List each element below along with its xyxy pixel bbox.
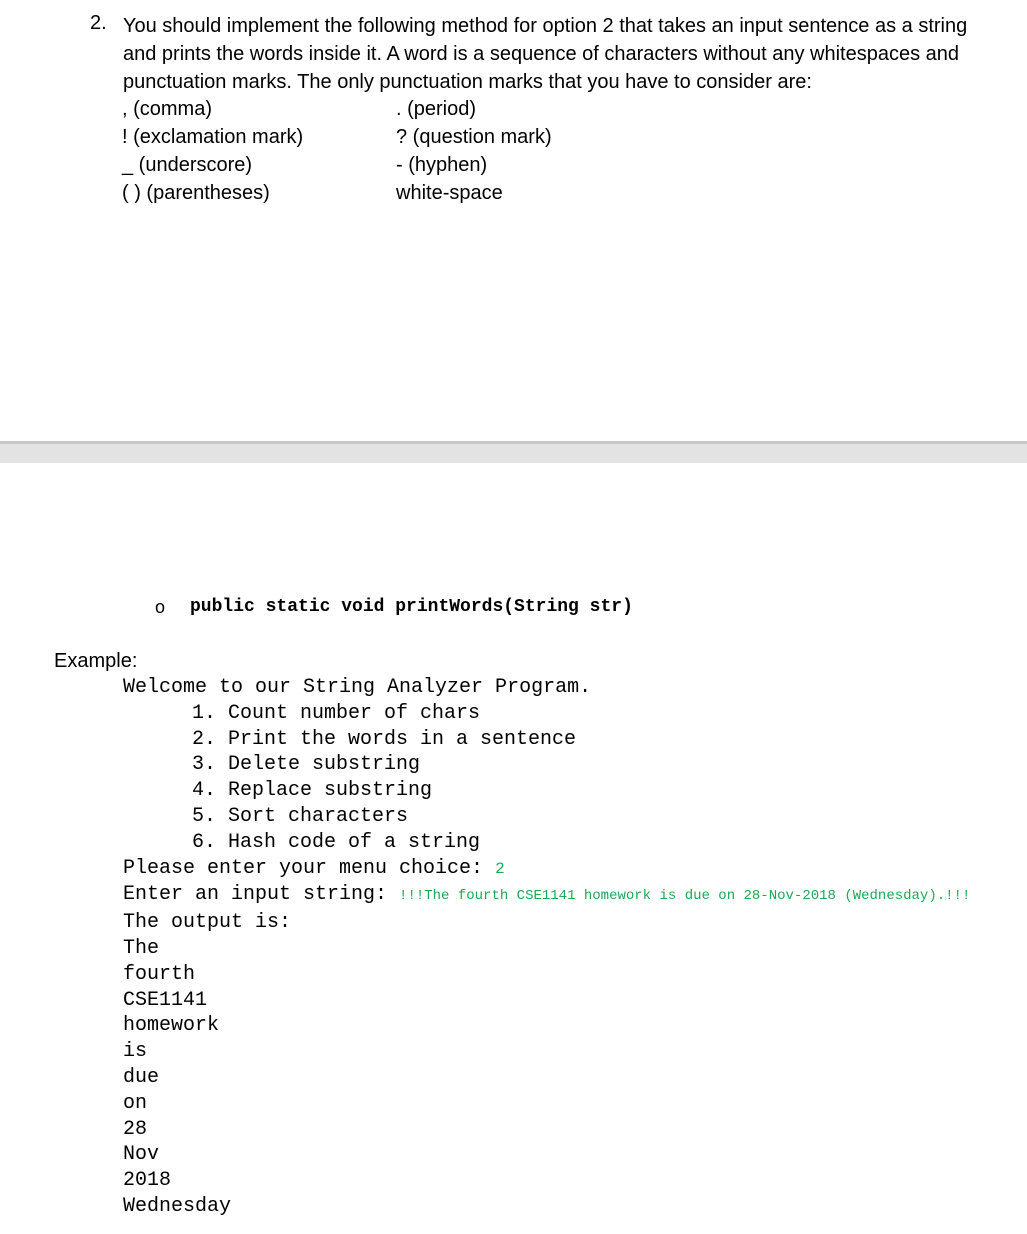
output-word: 28 xyxy=(123,1117,148,1141)
output-word: on xyxy=(123,1091,148,1115)
question-line: punctuation marks. The only punctuation marks that you have to consider are: xyxy=(123,71,812,93)
output-word: fourth xyxy=(123,962,196,986)
output-word: CSE1141 xyxy=(123,988,208,1012)
output-word: due xyxy=(123,1065,160,1089)
punctuation-item: ! (exclamation mark) xyxy=(122,126,304,148)
page-separator xyxy=(0,441,1027,463)
method-signature: public static void printWords(String str) xyxy=(190,597,633,617)
menu-item: 6. Hash code of a string xyxy=(192,830,481,854)
input-line xyxy=(123,882,970,910)
punctuation-item: _ (underscore) xyxy=(122,154,253,176)
menu-item: 4. Replace substring xyxy=(192,779,433,803)
punctuation-row xyxy=(122,95,722,123)
punctuation-item: . (period) xyxy=(396,98,477,120)
output-word: Nov xyxy=(123,1143,160,1167)
output-label: The output is: xyxy=(123,911,292,935)
menu-item: 5. Sort characters xyxy=(192,804,409,828)
menu-item: 1. Count number of chars xyxy=(192,701,481,725)
choice-line xyxy=(123,856,970,883)
example-label: Example: xyxy=(54,650,138,672)
output-word: The xyxy=(123,936,160,960)
question-text xyxy=(123,12,1023,96)
output-word: 2018 xyxy=(123,1169,172,1193)
choice-value: 2 xyxy=(495,859,505,878)
punctuation-item: ( ) (parentheses) xyxy=(122,182,270,204)
punctuation-row xyxy=(122,179,722,207)
output-word: Wednesday xyxy=(123,1194,232,1218)
question-number: 2. xyxy=(90,12,107,34)
menu-item: 3. Delete substring xyxy=(192,753,421,777)
punctuation-item: - (hyphen) xyxy=(396,154,488,176)
punctuation-row xyxy=(122,123,722,151)
console-output xyxy=(123,675,970,1220)
punctuation-item: , (comma) xyxy=(122,98,212,120)
choice-prompt: Please enter your menu choice: xyxy=(123,856,496,880)
punctuation-item: white-space xyxy=(396,182,503,204)
input-prompt: Enter an input string: xyxy=(123,883,400,907)
punctuation-row xyxy=(122,151,722,179)
bullet-icon: o xyxy=(155,597,166,617)
punctuation-item: ? (question mark) xyxy=(396,126,552,148)
output-word: homework xyxy=(123,1014,220,1038)
input-value: !!!The fourth CSE1141 homework is due on 28-Nov-2018 (Wednesday).!!! xyxy=(399,888,971,905)
question-line: and prints the words inside it. A word is a sequence of characters without any whitespaces and xyxy=(123,43,960,65)
welcome-line: Welcome to our String Analyzer Program. xyxy=(123,676,592,699)
question-line: You should implement the following method for option 2 that takes an input sentence as a string xyxy=(123,15,968,37)
punctuation-list xyxy=(122,95,722,207)
menu-item: 2. Print the words in a sentence xyxy=(192,727,577,751)
output-word: is xyxy=(123,1040,148,1064)
